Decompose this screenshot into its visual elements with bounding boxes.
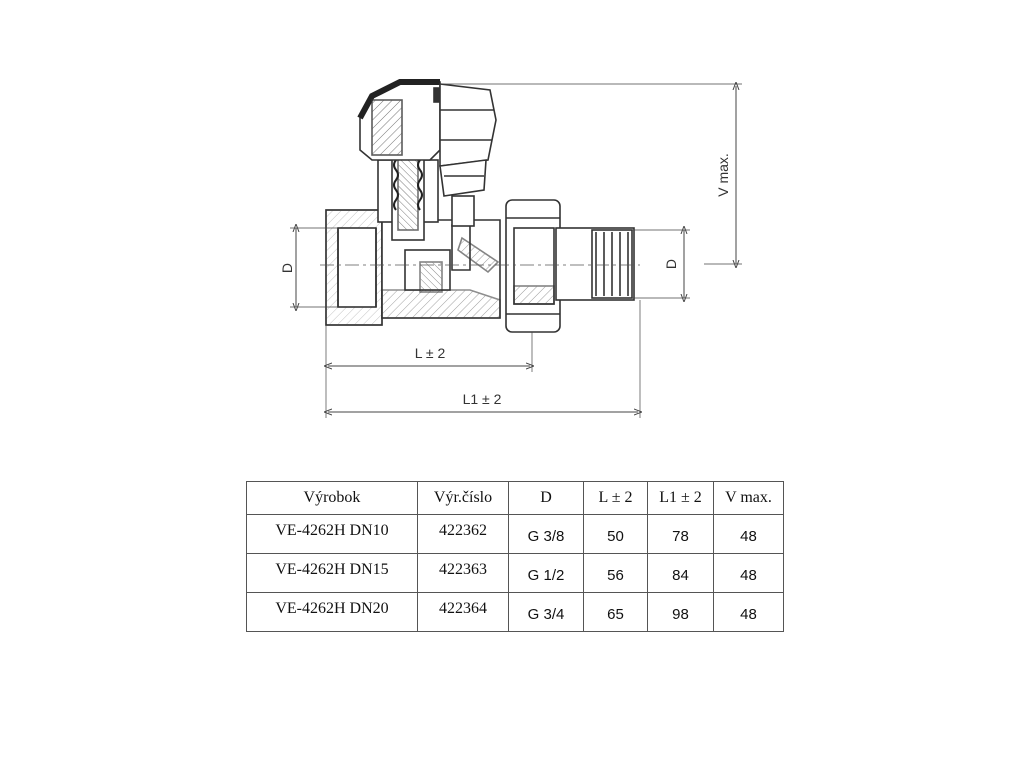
header-cell-product: Výrobok [247,482,418,515]
cell-vmax: 48 [714,515,784,554]
cell-product: VE-4262H DN15 [247,554,418,593]
cell-vmax: 48 [714,554,784,593]
cell-l1: 84 [648,554,714,593]
dim-label-d-left: D [279,262,295,274]
cell-product: VE-4262H DN20 [247,593,418,632]
cell-l: 50 [584,515,648,554]
dim-label-l: L ± 2 [414,345,446,361]
table-row [247,593,784,632]
cell-part-number: 422363 [418,554,509,593]
header-cell-part-number: Výr.číslo [418,482,509,515]
cell-d: G 3/4 [509,593,584,632]
cell-vmax: 48 [714,593,784,632]
cell-l1: 98 [648,593,714,632]
table-header-row [247,482,784,515]
dim-label-vmax: V max. [715,153,731,197]
table-row [247,515,784,554]
cell-d: G 1/2 [509,554,584,593]
header-cell-l1: L1 ± 2 [648,482,714,515]
header-cell-d: D [509,482,584,515]
cell-l: 65 [584,593,648,632]
valve-body [326,82,634,332]
dim-label-l1: L1 ± 2 [462,391,502,407]
header-cell-vmax: V max. [714,482,784,515]
cell-part-number: 422362 [418,515,509,554]
cell-l1: 78 [648,515,714,554]
cell-product: VE-4262H DN10 [247,515,418,554]
table-row [247,554,784,593]
cell-part-number: 422364 [418,593,509,632]
cell-l: 56 [584,554,648,593]
spec-table [246,481,784,632]
cell-d: G 3/8 [509,515,584,554]
dim-label-d-right: D [663,258,679,270]
header-cell-l: L ± 2 [584,482,648,515]
